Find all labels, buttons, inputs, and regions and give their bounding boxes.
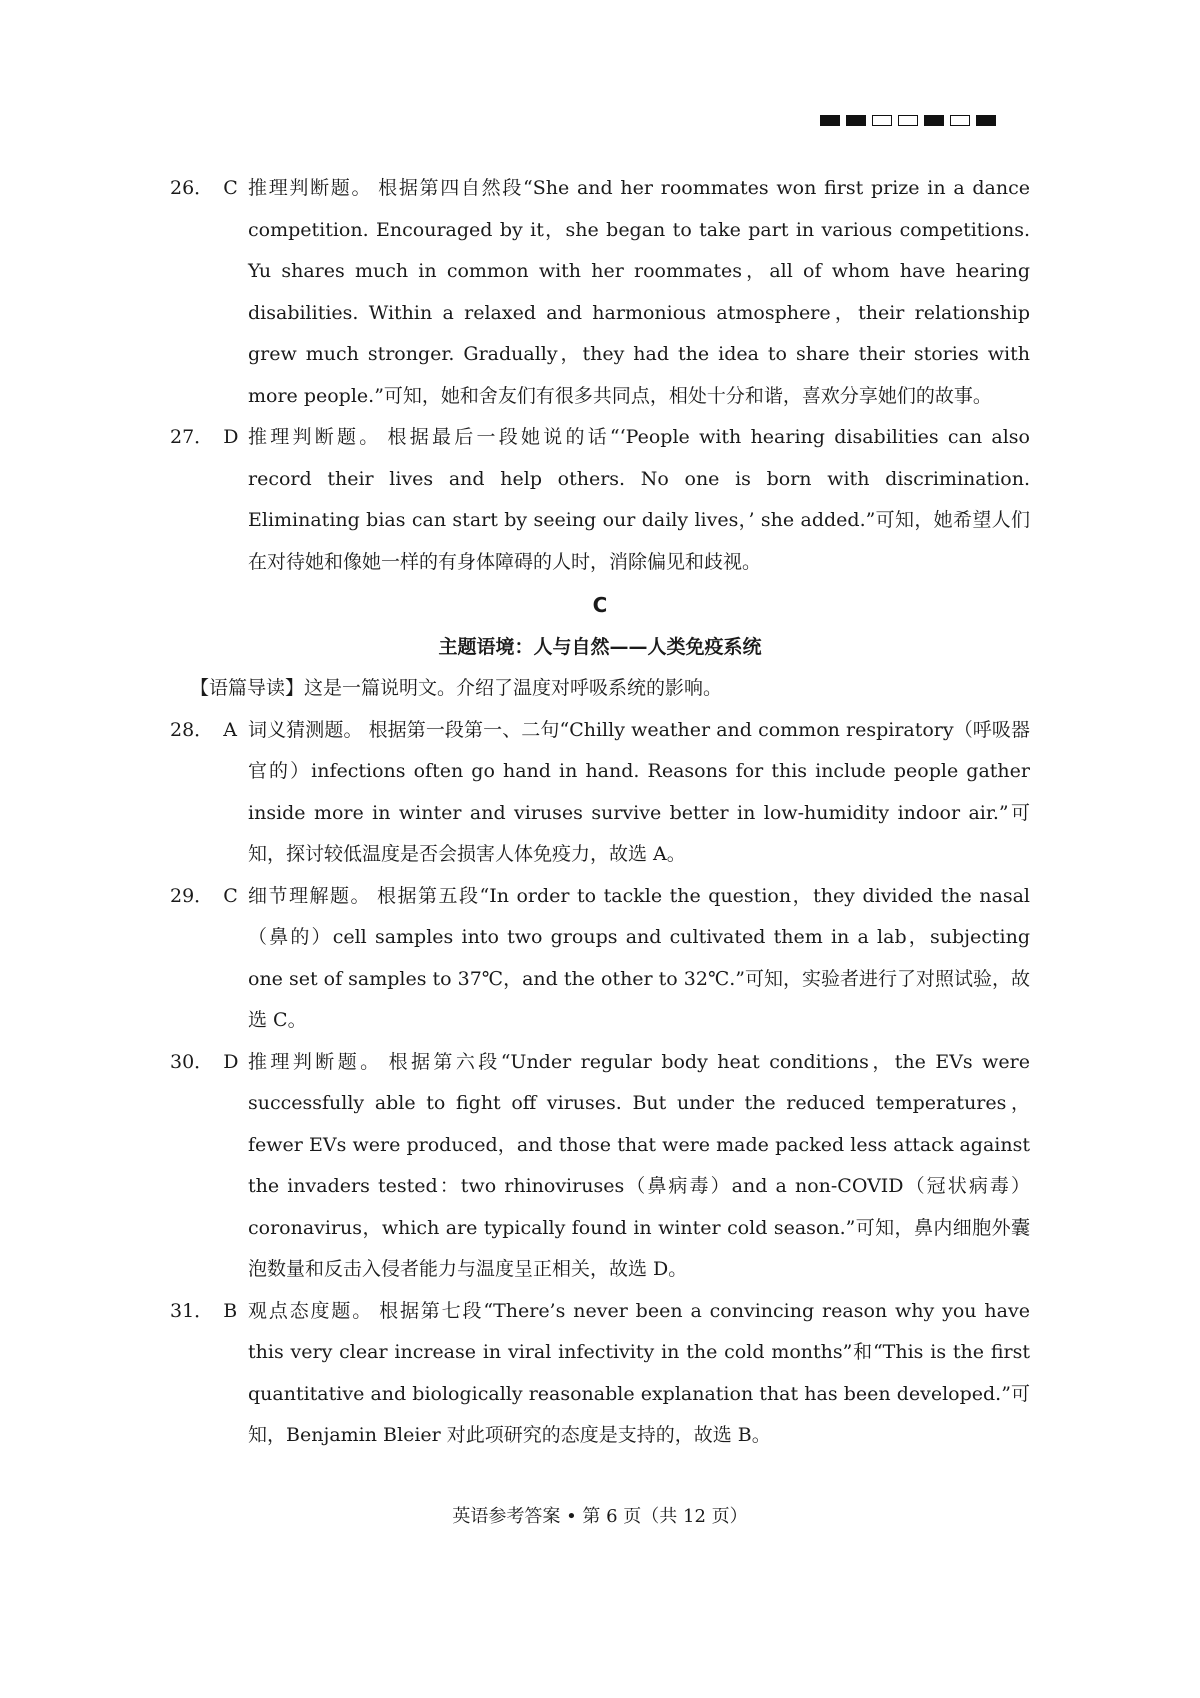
question-number xyxy=(170,168,248,417)
explanation-body: 根据第六段“Under regular body heat conditions，the EVs were successfully able to fight off viruses. But under the reduced temperatures，fewer EVs were produced，and those that were made packed less attack against the invaders tested：two rhinoviruses（鼻病毒）and a non-COVID（冠状病毒）coronavirus，which are typically found in winter cold season.”可知，鼻内细胞外囊泡数量和反击入侵者能力与温度呈正相关，故选 D。 xyxy=(248,1050,1030,1280)
question-type: 词义猜测题。 xyxy=(248,718,363,741)
answer-item-26 xyxy=(170,168,1030,417)
answer-item-27 xyxy=(170,417,1030,583)
question-number-text: 27． xyxy=(170,426,214,448)
question-number-text: 28． xyxy=(170,718,214,741)
section-letter: C xyxy=(592,593,608,617)
answer-content xyxy=(170,168,1030,1457)
header-mark xyxy=(846,115,866,126)
page-footer: 英语参考答案 • 第 6 页（共 12 页） xyxy=(452,1506,748,1527)
answer-item-31 xyxy=(170,1291,1030,1457)
question-number-text: 26． xyxy=(170,177,214,199)
passage-intro: 【语篇导读】这是一篇说明文。介绍了温度对呼吸系统的影响。 xyxy=(190,677,723,699)
header-mark xyxy=(976,115,996,126)
question-number-text: 30． xyxy=(170,1050,214,1073)
header-mark xyxy=(924,115,944,126)
header-mark xyxy=(820,115,840,126)
header-mark xyxy=(950,115,970,126)
question-number xyxy=(170,710,248,876)
answer-letter: D xyxy=(223,426,239,448)
question-type: 推理判断题。 xyxy=(248,426,382,448)
answer-letter: C xyxy=(223,177,238,199)
question-type: 观点态度题。 xyxy=(248,1299,374,1322)
explanation-body: 根据第一段第一、二句“Chilly weather and common respiratory（呼吸器官的）infections often go hand in hand. Reasons for this include people gather inside more in winter and viruses survive better in low-humidity indoor air.”可知，探讨较低温度是否会损害人体免疫力，故选 A。 xyxy=(248,718,1030,865)
question-type: 推理判断题。 xyxy=(248,1050,383,1073)
question-number xyxy=(170,876,248,1042)
explanation-body: 根据第四自然段“She and her roommates won first prize in a dance competition. Encouraged by it，she began to take part in various competitions. Yu shares much in common with her roommates，all of whom have hearing disabilities. Within a relaxed and harmonious atmosphere，their relationship grew much stronger. Gradually，they had the idea to share their stories with more people.”可知，她和舍友们有很多共同点，相处十分和谐，喜欢分享她们的故事。 xyxy=(248,177,1030,407)
explanation xyxy=(248,710,1030,876)
question-number-text: 29． xyxy=(170,884,214,907)
explanation xyxy=(248,876,1030,1042)
question-number-text: 31． xyxy=(170,1299,214,1322)
explanation xyxy=(248,1042,1030,1291)
question-type: 细节理解题。 xyxy=(248,884,371,907)
question-number xyxy=(170,417,248,583)
explanation-body: 根据第七段“There’s never been a convincing reason why you have this very clear increase in viral infectivity in the cold months”和“This is the first quantitative and biologically reasonable explanation that has been developed.”可知，Benjamin Bleier 对此项研究的态度是支持的，故选 B。 xyxy=(248,1299,1030,1446)
answer-letter: A xyxy=(223,718,237,741)
question-number xyxy=(170,1291,248,1457)
answer-item-28 xyxy=(170,710,1030,876)
answer-letter: B xyxy=(223,1299,238,1322)
answer-letter: C xyxy=(223,884,238,907)
answer-item-29 xyxy=(170,876,1030,1042)
question-number xyxy=(170,1042,248,1291)
header-mark xyxy=(898,115,918,126)
question-type: 推理判断题。 xyxy=(248,177,373,199)
answer-letter: D xyxy=(223,1050,239,1073)
answer-item-30 xyxy=(170,1042,1030,1291)
header-marks xyxy=(820,115,996,126)
explanation xyxy=(248,417,1030,583)
header-mark xyxy=(872,115,892,126)
explanation-body: 根据最后一段她说的话“‘People with hearing disabilities can also record their lives and help others. No one is born with discrimination. Eliminating bias can start by seeing our daily lives，’ she added.”可知，她希望人们在对待她和像她一样的有身体障碍的人时，消除偏见和歧视。 xyxy=(248,426,1030,573)
section-theme: 主题语境：人与自然——人类免疫系统 xyxy=(438,635,762,658)
explanation xyxy=(248,168,1030,417)
explanation xyxy=(248,1291,1030,1457)
explanation-body: 根据第五段“In order to tackle the question，they divided the nasal（鼻的）cell samples into two groups and cultivated them in a lab，subjecting one set of samples to 37℃，and the other to 32℃.”可知，实验者进行了对照试验，故选 C。 xyxy=(248,884,1030,1031)
